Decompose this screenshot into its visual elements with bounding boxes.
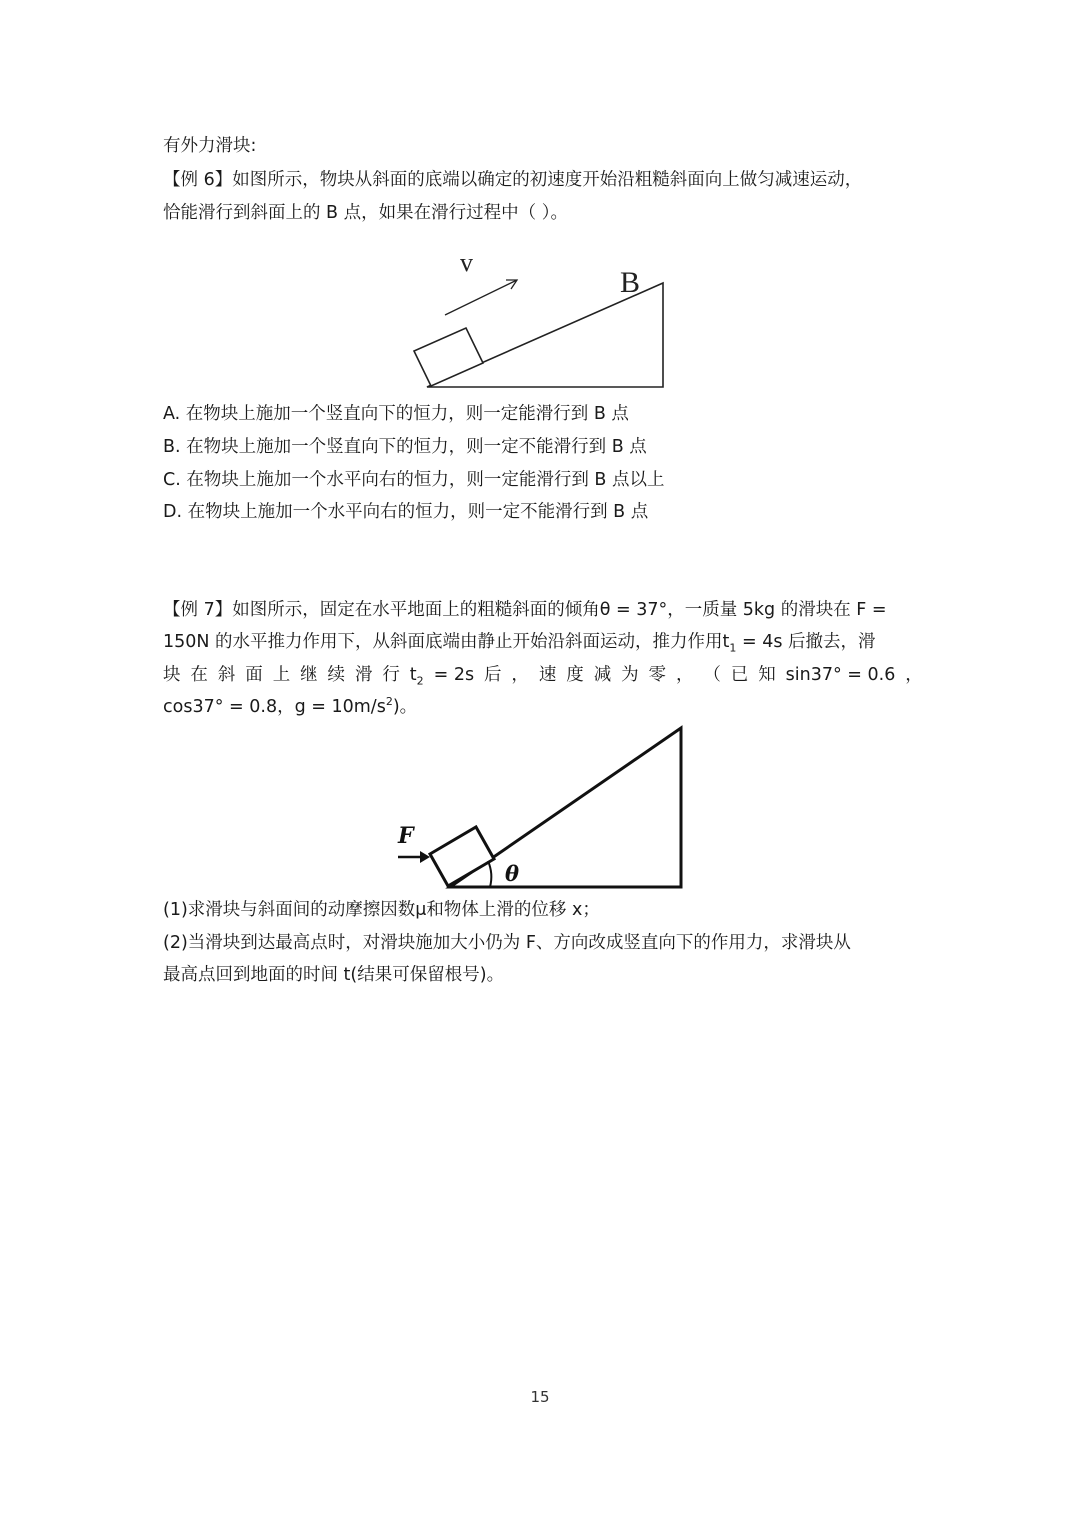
word: 续 [327, 665, 346, 685]
incline-figure-example7 [390, 722, 690, 892]
example7-stem-line4 [163, 695, 923, 719]
block [414, 328, 483, 386]
angle-label: θ [505, 861, 520, 886]
word: 块 [163, 665, 181, 685]
question-1: (1)求滑块与斜面间的动摩擦因数μ和物体上滑的位移 x； [163, 900, 600, 920]
option-d: D. 在物块上施加一个水平向右的恒力，则一定不能滑行到 B 点 [163, 502, 649, 522]
example6-stem-line2: 恰能滑行到斜面上的 B 点，如果在滑行过程中（ ）。 [163, 203, 568, 223]
example7-stem-line2 [163, 630, 923, 654]
option-a: A. 在物块上施加一个竖直向下的恒力，则一定能滑行到 B 点 [163, 404, 629, 424]
word: 已 [730, 665, 749, 685]
option-c: C. 在物块上施加一个水平向右的恒力，则一定能滑行到 B 点以上 [163, 470, 665, 490]
point-b-label: B [620, 266, 641, 299]
force-arrowhead [420, 851, 430, 863]
velocity-arrow [445, 280, 517, 315]
example7-stem-line1: 【例 7】如图所示，固定在水平地面上的粗糙斜面的倾角θ = 37°，一质量 5kg 的滑块在 F = [163, 600, 887, 620]
word: 面 [245, 665, 263, 685]
word: ， [675, 665, 694, 685]
word: （ [703, 665, 721, 685]
word: = 2s [433, 665, 475, 685]
angle-arc [488, 861, 491, 887]
example7-stem-line3 [163, 663, 923, 687]
superscript-2: 2 [385, 695, 393, 709]
word: 后 [484, 665, 502, 685]
word: 斜 [217, 665, 236, 685]
word: 在 [190, 665, 208, 685]
word: ， [511, 665, 529, 685]
question-2-line1: (2)当滑块到达最高点时，对滑块施加大小仍为 F、方向改成竖直向下的作用力，求滑块从 [163, 933, 851, 953]
force-label: F [398, 823, 414, 849]
page-number: 15 [530, 1388, 550, 1406]
example7-stem-line2-tail: = 4s 后撤去，滑 [736, 632, 876, 652]
word: 知 [758, 665, 776, 685]
word: 减 [593, 665, 612, 685]
section-title: 有外力滑块: [163, 136, 257, 156]
word: 速 [538, 665, 557, 685]
t2-term: $t_2$ [409, 665, 424, 688]
word: 为 [621, 665, 639, 685]
example6-stem-line1: 【例 6】如图所示，物块从斜面的底端以确定的初速度开始沿粗糙斜面向上做匀减速运动， [163, 170, 863, 190]
velocity-label: v [460, 248, 473, 277]
word: 上 [272, 665, 291, 685]
option-b: B. 在物块上施加一个竖直向下的恒力，则一定不能滑行到 B 点 [163, 437, 647, 457]
word: 零 [648, 665, 667, 685]
word: 继 [300, 665, 318, 685]
word: sin37° = 0.6 [785, 665, 896, 685]
word: 滑 [354, 665, 373, 685]
block [430, 827, 494, 886]
incline-figure-example6 [400, 245, 690, 395]
question-2-line2: 最高点回到地面的时间 t(结果可保留根号)。 [163, 965, 505, 985]
example7-stem-line2-text: 150N 的水平推力作用下，从斜面底端由静止开始沿斜面运动，推力作用t [163, 632, 730, 652]
subscript-1: 1 [729, 641, 737, 655]
example7-stem-line4-text: cos37° = 0.8，g = 10m/s [163, 697, 386, 717]
word: 度 [566, 665, 584, 685]
word: 行 [382, 665, 400, 685]
example7-stem-line4-tail: )。 [392, 697, 418, 717]
word: ， [905, 665, 923, 685]
